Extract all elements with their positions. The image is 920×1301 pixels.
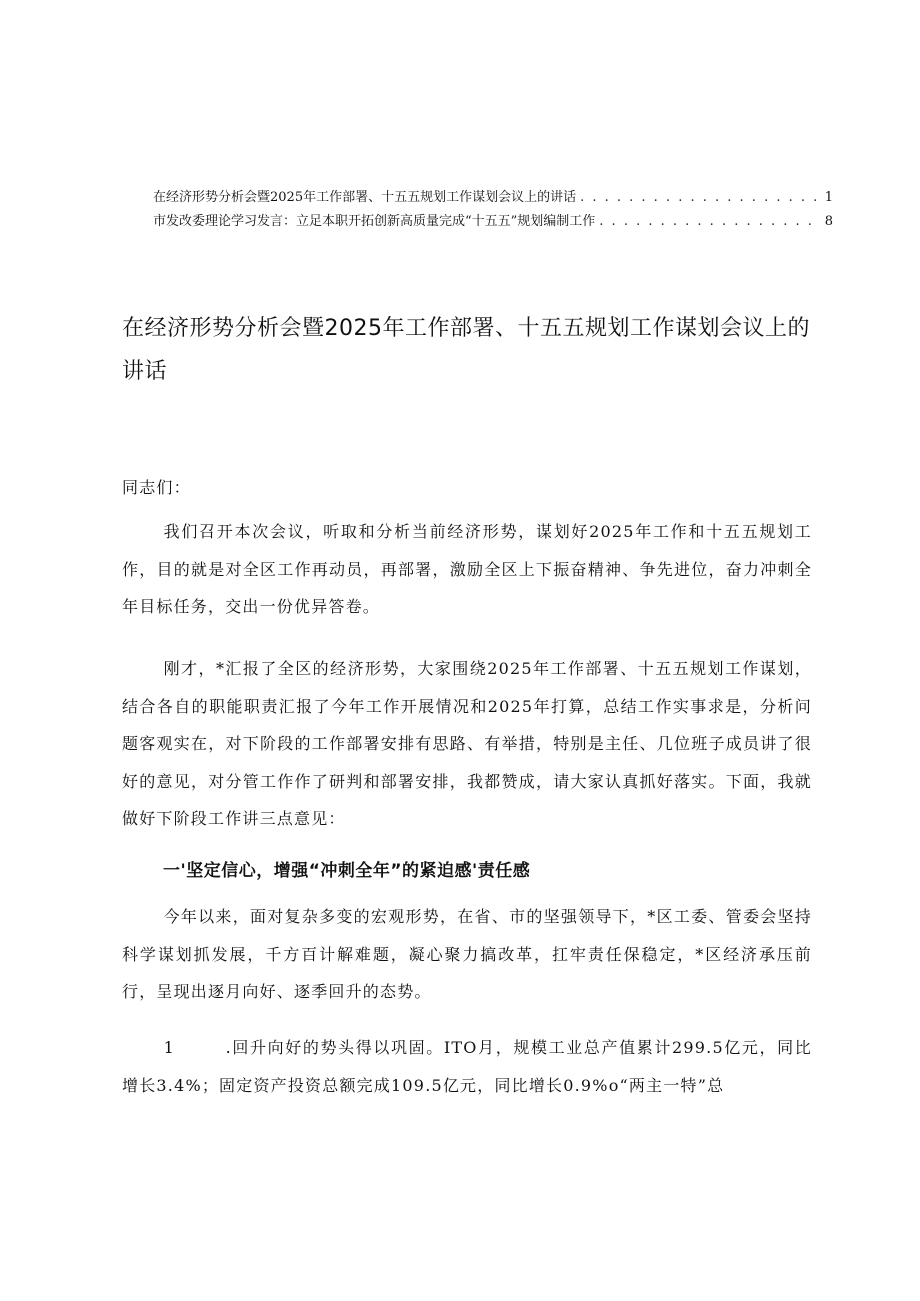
- body-paragraph: 我们召开本次会议，听取和分析当前经济形势，谋划好2025年工作和十五五规划工作，目的就是对全区工作再动员，再部署，激励全区上下振奋精神、争先进位，奋力冲刺全年目标任务，交出一份优异答卷。: [122, 522, 812, 616]
- body-paragraph: 刚才，*汇报了全区的经济形势，大家围绕2025年工作部署、十五五规划工作谋划，结合各自的职能职责汇报了今年工作开展情况和2025年打算，总结工作实事求是，分析问题客观实在，对下阶段的工作部署安排有思路、有举措，特别是主任、几位班子成员讲了很好的意见，对分管工作作了研判和部署安排，我都赞成，请大家认真抓好落实。下面，我就做好下阶段工作讲三点意见：: [122, 659, 812, 828]
- table-of-contents: [153, 186, 833, 234]
- toc-entry[interactable]: [153, 186, 833, 210]
- toc-entry[interactable]: [153, 210, 833, 234]
- toc-entry-title: 在经济形势分析会暨2025年工作部署、十五五规划工作谋划会议上的讲话: [153, 190, 577, 205]
- document-title: 在经济形势分析会暨2025年工作部署、十五五规划工作谋划会议上的讲话: [122, 316, 810, 384]
- body-paragraph: 今年以来，面对复杂多变的宏观形势，在省、市的坚强领导下，*区工委、管委会坚持科学谋划抓发展，千方百计解难题，凝心聚力搞改革，扛牢责任保稳定，*区经济承压前行，呈现出逐月向好、逐季回升的态势。: [122, 907, 812, 1001]
- toc-leader-dots: [580, 186, 821, 210]
- body-paragraph-numbered: [122, 1029, 812, 1104]
- paragraph-number: 1: [163, 1038, 175, 1057]
- toc-leader-dots: [599, 210, 820, 234]
- toc-entry-page: 1: [824, 190, 833, 205]
- salutation: 同志们：: [122, 478, 191, 497]
- toc-entry-title: 市发改委理论学习发言：立足本职开拓创新高质量完成“十五五”规划编制工作: [153, 214, 596, 229]
- paragraph-text: .回升向好的势头得以巩固。ITO月，规模工业总产值累计299.5亿元，同比增长3.4%；固定资产投资总额完成109.5亿元，同比增长0.9%o“两主一特”总: [122, 1038, 812, 1095]
- section-heading: 一'坚定信心，增强“冲刺全年”的紧迫感'责任感: [163, 861, 531, 881]
- toc-entry-page: 8: [824, 214, 833, 229]
